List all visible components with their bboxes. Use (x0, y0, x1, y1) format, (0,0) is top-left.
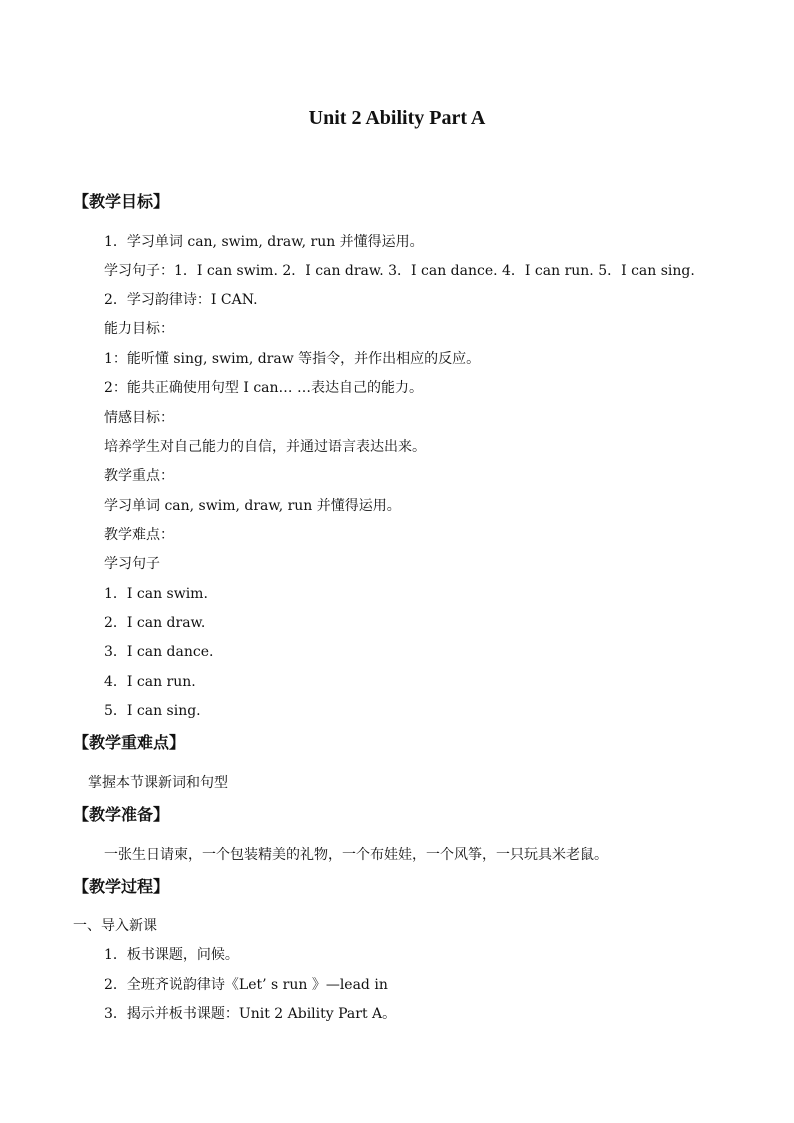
process-line: 1．板书课题，问候。 (104, 947, 239, 963)
objective-line: 教学重点： (104, 468, 174, 484)
key-point-line: 掌握本节课新词和句型 (88, 775, 228, 791)
objective-line: 2．I can draw. (104, 615, 206, 631)
document-title: Unit 2 Ability Part A (308, 107, 486, 129)
objective-line: 1．学习单词 can, swim, draw, run 并懂得运用。 (104, 234, 424, 250)
objective-line: 能力目标： (104, 321, 174, 337)
objective-line: 4．I can run. (104, 674, 196, 690)
objective-line: 2：能共正确使用句型 I can… …表达自己的能力。 (104, 380, 423, 396)
process-line: 2．全班齐说韵律诗《Let’ s run 》—lead in (104, 977, 388, 993)
objective-line: 学习句子 (104, 556, 160, 572)
objective-line: 3．I can dance. (104, 644, 214, 660)
process-line: 3．揭示并板书课题：Unit 2 Ability Part A。 (104, 1006, 397, 1022)
objective-line: 培养学生对自己能力的自信，并通过语言表达出来。 (104, 439, 426, 455)
section-heading-objectives: 【教学目标】 (73, 192, 170, 211)
objective-line: 1：能听懂 sing, swim, draw 等指令，并作出相应的反应。 (104, 351, 481, 367)
objective-line: 情感目标： (104, 410, 174, 426)
objective-line: 教学难点： (104, 527, 174, 543)
process-line: 一、导入新课 (73, 918, 157, 934)
preparation-line: 一张生日请柬，一个包装精美的礼物，一个布娃娃，一个风筝，一只玩具米老鼠。 (104, 847, 608, 863)
objective-line: 5．I can sing. (104, 703, 201, 719)
objective-line: 学习句子：1．I can swim. 2．I can draw. 3．I can dance. 4．I can run. 5．I can sing. (104, 263, 695, 279)
section-heading-process: 【教学过程】 (73, 877, 170, 896)
section-heading-key-points: 【教学重难点】 (73, 733, 186, 752)
objective-line: 学习单词 can, swim, draw, run 并懂得运用。 (104, 498, 401, 514)
section-heading-preparation: 【教学准备】 (73, 805, 170, 824)
objective-line: 2．学习韵律诗：I CAN. (104, 292, 258, 308)
objective-line: 1．I can swim. (104, 586, 208, 602)
